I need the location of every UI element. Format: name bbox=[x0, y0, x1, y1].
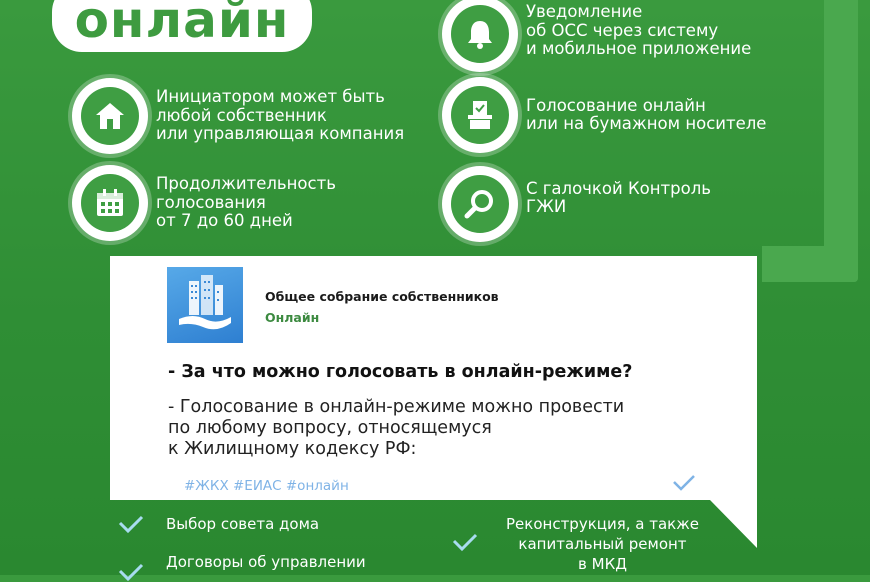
list-item bbox=[118, 514, 319, 534]
feature-duration-text: Продолжительность голосования от 7 до 60 дней bbox=[156, 174, 336, 231]
house-icon bbox=[94, 101, 126, 131]
app-subtitle: Онлайн bbox=[265, 310, 320, 325]
feature-notification bbox=[442, 0, 751, 72]
feature-control bbox=[442, 166, 711, 242]
question-text: - За что можно голосовать в онлайн-режиме? bbox=[168, 362, 633, 382]
list-item bbox=[452, 514, 699, 574]
feature-voting bbox=[442, 77, 766, 153]
bell-icon bbox=[465, 18, 495, 50]
check-icon bbox=[452, 532, 478, 552]
ballot-box-icon bbox=[464, 99, 496, 131]
list-item-text: Договоры об управлении bbox=[166, 553, 366, 571]
feature-initiator-text: Инициатором может быть любой собственник или управляющая компания bbox=[156, 87, 405, 144]
calendar-icon-badge bbox=[72, 165, 148, 241]
feature-initiator bbox=[72, 78, 404, 154]
answer-text: - Голосование в онлайн-режиме можно провести по любому вопросу, относящемуся к Жилищному кодексу РФ: bbox=[168, 397, 625, 459]
list-item-text: Выбор совета дома bbox=[166, 515, 320, 533]
check-icon bbox=[118, 562, 144, 582]
feature-duration bbox=[72, 165, 336, 241]
list-item-text: Реконструкция, а также капитальный ремонт в МКД bbox=[506, 515, 699, 573]
feature-voting-text: Голосование онлайн или на бумажном носителе bbox=[526, 95, 767, 133]
ballot-box-icon-badge bbox=[442, 77, 518, 153]
feature-notification-text: Уведомление об ОСС через систему и мобильное приложение bbox=[526, 2, 752, 59]
read-check-icon bbox=[672, 474, 696, 492]
hashtags: #ЖКХ #ЕИАС #онлайн bbox=[184, 478, 349, 494]
bell-icon-badge bbox=[442, 0, 518, 72]
decorative-bracket bbox=[762, 0, 858, 282]
check-icon bbox=[118, 514, 144, 534]
calendar-icon bbox=[95, 188, 125, 218]
list-item bbox=[118, 552, 366, 582]
chat-card bbox=[110, 256, 757, 500]
house-icon-badge bbox=[72, 78, 148, 154]
magnifier-icon-badge bbox=[442, 166, 518, 242]
magnifier-icon bbox=[464, 188, 496, 220]
chat-card-tail bbox=[710, 500, 757, 548]
building-hand-icon bbox=[167, 267, 243, 343]
feature-control-text: С галочкой Контроль ГЖИ bbox=[526, 178, 712, 216]
title-banner bbox=[52, 0, 312, 52]
app-name: Общее собрание собственников bbox=[265, 289, 499, 304]
app-logo bbox=[167, 267, 243, 343]
page-title: онлайн bbox=[74, 0, 290, 49]
